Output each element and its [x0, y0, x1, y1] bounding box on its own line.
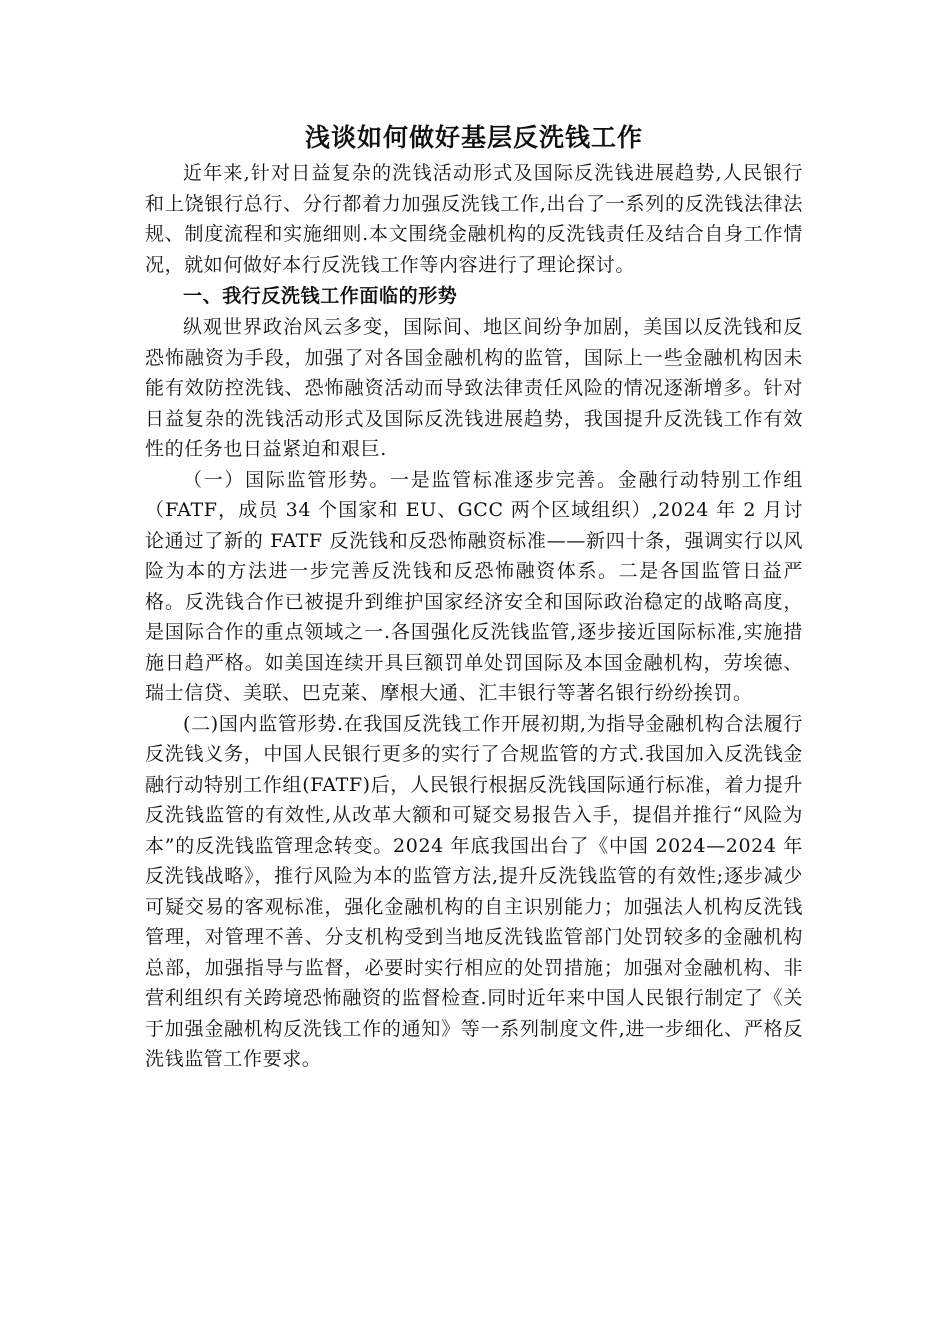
section-1-paragraph: 纵观世界政治风云多变，国际间、地区间纷争加剧，美国以反洗钱和反恐怖融资为手段，加强了对各国金融机构的监管，国际上一些金融机构因未能有效防控洗钱、恐怖融资活动而导致法律责任风险的情况逐渐增多。针对日益复杂的洗钱活动形式及国际反洗钱进展趋势，我国提升反洗钱工作有效性的任务也日益紧迫和艰巨.: [145, 316, 803, 460]
intro-paragraph: 近年来,针对日益复杂的洗钱活动形式及国际反洗钱进展趋势,人民银行和上饶银行总行、分行都着力加强反洗钱工作,出台了一系列的反洗钱法律法规、制度流程和实施细则.本文围绕金融机构的反洗钱责任及结合自身工作情况，就如何做好本行反洗钱工作等内容进行了理论探讨。: [145, 162, 803, 276]
subsection-2-paragraph: (二)国内监管形势.在我国反洗钱工作开展初期,为指导金融机构合法履行反洗钱义务，中国人民银行更多的实行了合规监管的方式.我国加入反洗钱金融行动特别工作组(FATF)后，人民银行根据反洗钱国际通行标准，着力提升反洗钱监管的有效性,从改革大额和可疑交易报告入手，提倡并推行“风险为本”的反洗钱监管理念转变。2024 年底我国出台了《中国 2024—2024 年反洗钱战略》，推行风险为本的监管方法,提升反洗钱监管的有效性;逐步减少可疑交易的客观标准，强化金融机构的自主识别能力；加强法人机构反洗钱管理，对管理不善、分支机构受到当地反洗钱监管部门处罚较多的金融机构总部，加强指导与监督，必要时实行相应的处罚措施；加强对金融机构、非营利组织有关跨境恐怖融资的监督检查.同时近年来中国人民银行制定了《关于加强金融机构反洗钱工作的通知》等一系列制度文件,进一步细化、严格反洗钱监管工作要求。: [145, 712, 803, 1070]
document-page: [145, 118, 803, 1075]
document-title: 浅谈如何做好基层反洗钱工作: [304, 123, 643, 152]
subsection-1-paragraph: （一）国际监管形势。一是监管标准逐步完善。金融行动特别工作组（FATF，成员 34 个国家和 EU、GCC 两个区域组织）,2024 年 2 月讨论通过了新的 FATF 反洗钱和反恐怖融资标准——新四十条，强调实行以风险为本的方法进一步完善反洗钱和反恐怖融资体系。二是各国监管日益严格。反洗钱合作已被提升到维护国家经济安全和国际政治稳定的战略高度，是国际合作的重点领域之一.各国强化反洗钱监管,逐步接近国际标准,实施措施日趋严格。如美国连续开具巨额罚单处罚国际及本国金融机构，劳埃德、瑞士信贷、美联、巴克莱、摩根大通、汇丰银行等著名银行纷纷挨罚。: [145, 468, 803, 704]
section-heading-1: 一、我行反洗钱工作面临的形势: [183, 285, 458, 307]
